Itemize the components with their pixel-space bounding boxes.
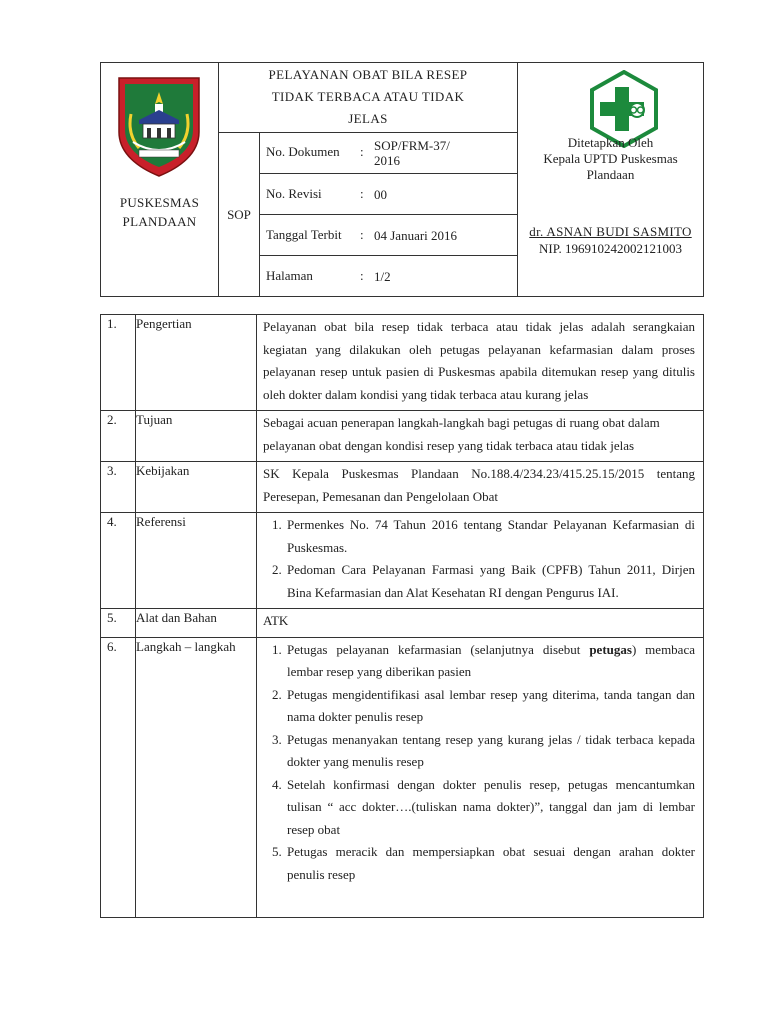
meta-colon: :	[360, 143, 364, 159]
meta-value-line2: 2016	[374, 153, 400, 168]
established-by-line2: Kepala UPTD Puskesmas Plandaan	[543, 151, 678, 182]
meta-label: Tanggal Terbit	[266, 226, 342, 242]
meta-label: No. Dokumen	[266, 143, 340, 159]
meta-value-line1: SOP/FRM-37/	[374, 138, 450, 153]
section-label: Alat dan Bahan	[136, 609, 257, 638]
section-number: 2.	[101, 411, 136, 462]
section-label: Referensi	[136, 513, 257, 609]
meta-issue-date	[260, 215, 518, 256]
table-row	[101, 411, 704, 462]
section-text: Pelayanan obat bila resep tidak terbaca atau tidak jelas adalah serangkaian kegiatan yang dilakukan oleh petugas pelayanan kefarmasian dalam proses pelayanan resep untuk pasien di Puskesmas apabila ditemukan resep yang ditulis oleh dokter dalam kondisi yang tidak terbaca atau kurang jelas	[257, 315, 704, 411]
title-line3: JELAS	[348, 111, 388, 126]
jombang-regency-emblem-icon	[113, 74, 205, 178]
sop-label: SOP	[219, 133, 260, 297]
section-list	[257, 637, 704, 917]
signatory	[518, 223, 703, 257]
table-row	[101, 315, 704, 411]
table-row	[101, 609, 704, 638]
org-name-line2: PLANDAAN	[122, 214, 197, 229]
section-number: 3.	[101, 462, 136, 513]
step-text: ) membaca lembar resep yang diberikan pasien	[287, 641, 695, 679]
approval-cell	[518, 63, 704, 297]
section-text: SK Kepala Puskesmas Plandaan No.188.4/234.23/415.25.15/2015 tentang Peresepan, Pemesanan dan Pengelolaan Obat	[257, 462, 704, 513]
section-number: 1.	[101, 315, 136, 411]
title-line1: PELAYANAN OBAT BILA RESEP	[268, 67, 468, 82]
step-bold-term: petugas	[589, 641, 632, 657]
sop-header-table	[100, 62, 704, 297]
section-list	[257, 513, 704, 609]
section-number: 6.	[101, 637, 136, 917]
meta-label: Halaman	[266, 267, 313, 283]
established-by-line1: Ditetapkan Oleh	[567, 135, 654, 150]
list-item: 1. Permenkes No. 74 Tahun 2016 tentang Standar Pelayanan Kefarmasian di Puskesmas.	[285, 514, 695, 559]
list-item: 5. Petugas meracik dan mempersiapkan obat sesuai dengan arahan dokter penulis resep	[285, 841, 695, 886]
established-by	[518, 135, 703, 183]
meta-page	[260, 256, 518, 297]
meta-colon: :	[360, 267, 364, 283]
step-text: Petugas pelayanan kefarmasian (selanjutnya disebut	[287, 641, 590, 657]
table-row	[101, 513, 704, 609]
org-cell	[101, 63, 219, 297]
meta-revision	[260, 174, 518, 215]
meta-label: No. Revisi	[266, 185, 322, 201]
section-text: ATK	[257, 609, 704, 638]
section-label: Langkah – langkah	[136, 637, 257, 917]
section-label: Kebijakan	[136, 462, 257, 513]
list-item: 2. Pedoman Cara Pelayanan Farmasi yang Baik (CPFB) Tahun 2011, Dirjen Bina Kefarmasian dan Alat Kesehatan RI dengan Pengurus IAI.	[285, 559, 695, 604]
title-line2: TIDAK TERBACA ATAU TIDAK	[271, 89, 465, 104]
table-row	[101, 637, 704, 917]
org-name	[101, 193, 218, 231]
list-item: 3. Petugas menanyakan tentang resep yang kurang jelas / tidak terbaca kepada dokter yang menulis resep	[285, 729, 695, 774]
list-item: 2. Petugas mengidentifikasi asal lembar resep yang diterima, tanda tangan dan nama dokter penulis resep	[285, 684, 695, 729]
meta-doc-number	[260, 133, 518, 174]
section-text: Sebagai acuan penerapan langkah-langkah bagi petugas di ruang obat dalam pelayanan obat dengan kondisi resep yang tidak terbaca atau tidak jelas	[257, 411, 704, 462]
signatory-name: dr. ASNAN BUDI SASMITO	[529, 224, 692, 239]
section-label: Pengertian	[136, 315, 257, 411]
meta-value: 1/2	[374, 269, 391, 285]
meta-colon: :	[360, 226, 364, 242]
meta-value: 04 Januari 2016	[374, 228, 458, 244]
section-label: Tujuan	[136, 411, 257, 462]
table-row	[101, 462, 704, 513]
list-item: 4. Setelah konfirmasi dengan dokter penulis resep, petugas mencantumkan tulisan “ acc dokter….(tuliskan nama dokter)”, tanggal dan jam di lembar resep obat	[285, 774, 695, 842]
sop-title	[219, 63, 518, 133]
meta-value: 00	[374, 187, 387, 203]
list-item	[285, 639, 695, 684]
meta-colon: :	[360, 185, 364, 201]
org-name-line1: PUSKESMAS	[119, 195, 200, 210]
section-number: 5.	[101, 609, 136, 638]
meta-value	[374, 138, 450, 168]
sop-content-table	[100, 314, 704, 918]
section-number: 4.	[101, 513, 136, 609]
signatory-nip: NIP. 196910242002121003	[538, 241, 682, 256]
